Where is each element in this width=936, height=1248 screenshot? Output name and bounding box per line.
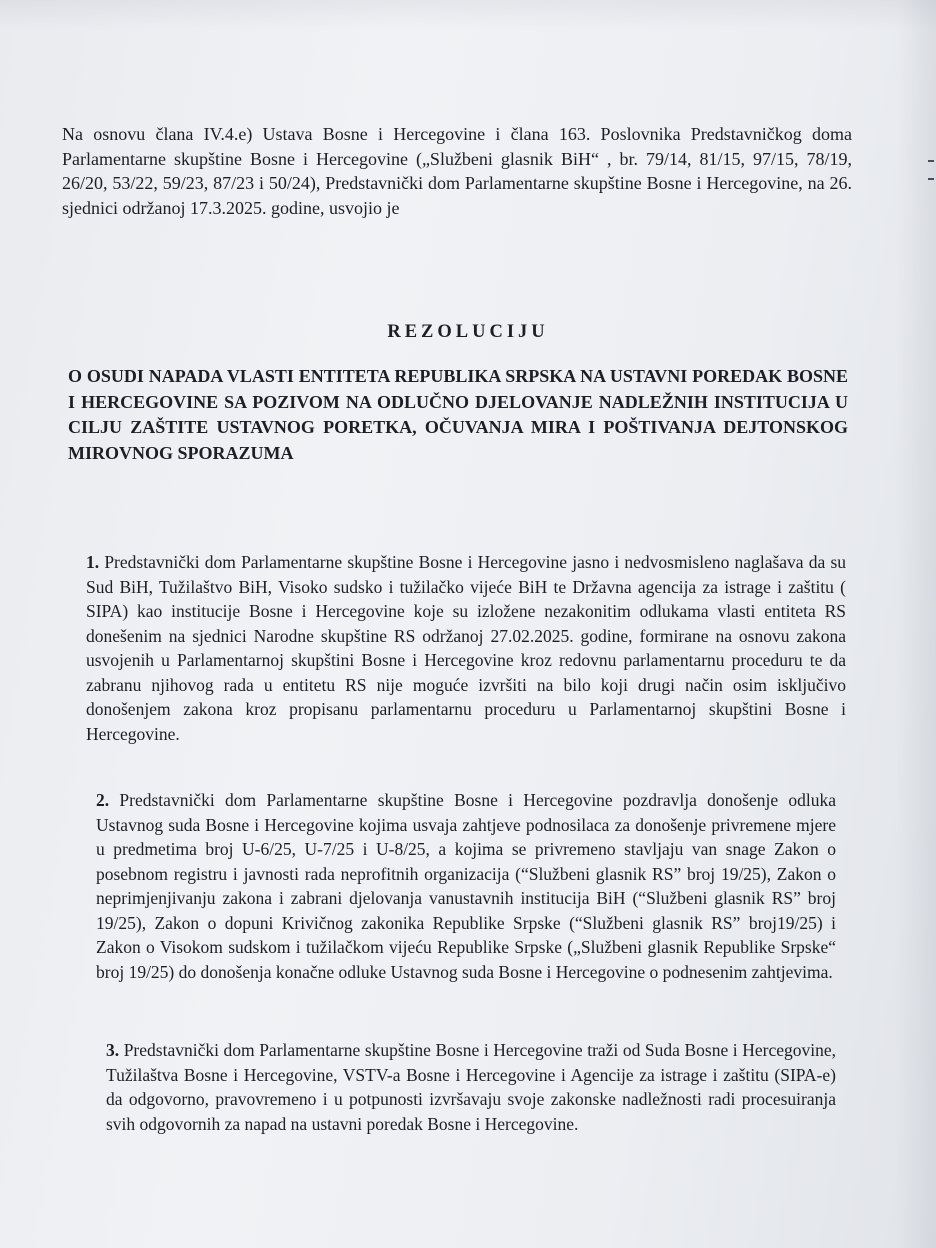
page-edge-shading	[896, 0, 936, 1248]
page-edge-mark	[928, 178, 934, 180]
item-text: Predstavnički dom Parlamentarne skupštine Bosne i Hercegovine pozdravlja donošenje odluka Ustavnog suda Bosne i Hercegovine kojima usvaja zahtjeve podnosilaca za donošenje privremene mjere u predmetima broj U-6/25, U-7/25 i U-8/25, a kojima se privremeno stavljaju van snage Zakon o posebnom registru i javnosti rada neprofitnih organizacija (“Službeni glasnik RS” broj 19/25), Zakon o neprimjenjivanju zakona i zabrani djelovanja vanustavnih institucija BiH (“Službeni glasnik RS” broj 19/25), Zakon o dopuni Krivičnog zakonika Republike Srpske (“Službeni glasnik RS” broj19/25) i Zakon o Visokom sudskom i tužilačkom vijeću Republike Srpske („Službeni glasnik Republike Srpske“ broj 19/25) do donošenja konačne odluke Ustavnog suda Bosne i Hercegovine o podnesenim zahtjevima.	[96, 790, 837, 982]
document-title: REZOLUCIJU	[387, 322, 549, 342]
resolution-item	[96, 788, 836, 984]
item-number: 1.	[86, 552, 100, 572]
resolution-item	[106, 1038, 836, 1136]
resolution-subtitle: O OSUDI NAPADA VLASTI ENTITETA REPUBLIKA SRPSKA NA USTAVNI POREDAK BOSNE I HERCEGOVINE SA POZIVOM NA ODLUČNO DJELOVANJE NADLEŽNIH INSTITUCIJA U CILJU ZAŠTITE USTAVNOG PORETKA, OČUVANJA MIRA I POŠTIVANJA DEJTONSKOG MIROVNOG SPORAZUMA	[68, 366, 848, 463]
item-text: Predstavnički dom Parlamentarne skupštine Bosne i Hercegovine jasno i nedvosmisleno naglašava da su Sud BiH, Tužilaštvo BiH, Visoko sudsko i tužilačko vijeće BiH te Državna agencija za istrage i zaštitu ( SIPA) kao institucije Bosne i Hercegovine koje su izložene nezakonitim odlukama vlasti entiteta RS donešenim na sjednici Narodne skupštine RS održanoj 27.02.2025. godine, formirane na osnovu zakona usvojenih u Parlamentarnoj skupštini Bosne i Hercegovine kroz redovnu parlamentarnu proceduru te da zabranu njihovog rada u entitetu RS nije moguće izvršiti na bilo koji drugi način osim isključivo donošenjem zakona kroz propisanu parlamentarnu proceduru u Parlamentarnoj skupštini Bosne i Hercegovine.	[86, 552, 847, 744]
item-number: 3.	[106, 1040, 120, 1060]
item-text: Predstavnički dom Parlamentarne skupštine Bosne i Hercegovine traži od Suda Bosne i Hercegovine, Tužilaštva Bosne i Hercegovine, VSTV-a Bosne i Hercegovine i Agencije za istrage i zaštitu (SIPA-e) da odgovorno, pravovremeno i u potpunosti izvršavaju svoje zakonske nadležnosti radi procesuiranja svih odgovornih za napad na ustavni poredak Bosne i Hercegovine.	[106, 1040, 837, 1134]
resolution-item	[86, 550, 846, 746]
legal-basis-preamble: Na osnovu člana IV.4.e) Ustava Bosne i Hercegovine i člana 163. Poslovnika Predstavničkog doma Parlamentarne skupštine Bosne i Hercegovine („Službeni glasnik BiH“ , br. 79/14, 81/15, 97/15, 78/19, 26/20, 53/22, 59/23, 87/23 i 50/24), Predstavnički dom Parlamentarne skupštine Bosne i Hercegovine, na 26. sjednici održanoj 17.3.2025. godine, usvojio je	[62, 124, 852, 218]
page-top-shading	[0, 0, 936, 30]
page-edge-mark	[928, 160, 934, 162]
item-number: 2.	[96, 790, 110, 810]
